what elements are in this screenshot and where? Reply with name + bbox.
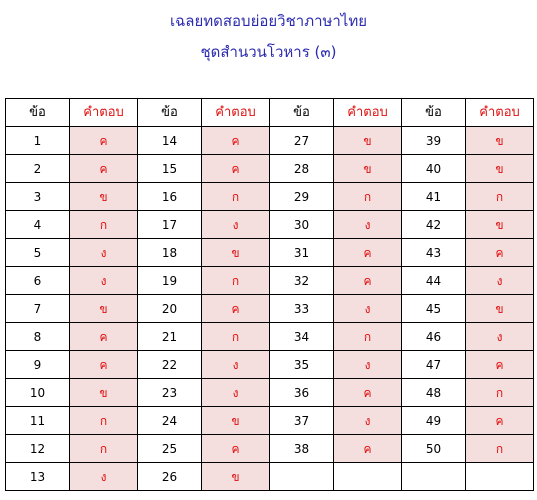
question-number: 3 [6, 183, 70, 211]
table-row [6, 463, 534, 491]
question-number: 34 [270, 323, 334, 351]
question-number: 36 [270, 379, 334, 407]
question-number: 31 [270, 239, 334, 267]
table-row [6, 211, 534, 239]
question-number: 17 [138, 211, 202, 239]
answer-choice: ง [70, 239, 138, 267]
question-number: 45 [402, 295, 466, 323]
question-number: 20 [138, 295, 202, 323]
answer-choice: ค [466, 351, 534, 379]
answer-choice: ก [466, 435, 534, 463]
answer-choice: ค [334, 267, 402, 295]
answer-choice: ก [202, 323, 270, 351]
header-answer: คำตอบ [70, 99, 138, 127]
header-number: ข้อ [138, 99, 202, 127]
table-row [6, 239, 534, 267]
question-number: 39 [402, 127, 466, 155]
table-row [6, 323, 534, 351]
question-number: 4 [6, 211, 70, 239]
answer-choice: ค [334, 239, 402, 267]
question-number: 33 [270, 295, 334, 323]
question-number: 47 [402, 351, 466, 379]
answer-choice: ก [466, 183, 534, 211]
answer-choice: ก [70, 407, 138, 435]
header-answer: คำตอบ [334, 99, 402, 127]
empty-cell [270, 463, 334, 491]
header-number: ข้อ [6, 99, 70, 127]
empty-cell [334, 463, 402, 491]
question-number: 26 [138, 463, 202, 491]
table-row [6, 351, 534, 379]
answer-choice: ก [466, 379, 534, 407]
question-number: 5 [6, 239, 70, 267]
answer-choice: ง [334, 351, 402, 379]
answer-choice: ค [466, 239, 534, 267]
header-number: ข้อ [270, 99, 334, 127]
answer-choice: ข [202, 407, 270, 435]
question-number: 9 [6, 351, 70, 379]
answer-choice: ง [466, 323, 534, 351]
question-number: 25 [138, 435, 202, 463]
answer-choice: ก [334, 323, 402, 351]
answer-choice: ก [70, 211, 138, 239]
table-row [6, 127, 534, 155]
answer-choice: ข [70, 183, 138, 211]
question-number: 16 [138, 183, 202, 211]
answer-choice: ข [334, 127, 402, 155]
answer-choice: ค [334, 379, 402, 407]
answer-choice: ข [70, 295, 138, 323]
answer-choice: ข [202, 239, 270, 267]
question-number: 19 [138, 267, 202, 295]
answer-choice: ค [202, 155, 270, 183]
answer-choice: ก [70, 435, 138, 463]
question-number: 43 [402, 239, 466, 267]
table-row [6, 155, 534, 183]
table-header-row [6, 99, 534, 127]
answer-choice: ข [466, 127, 534, 155]
answer-choice: ข [334, 155, 402, 183]
question-number: 40 [402, 155, 466, 183]
answer-choice: ค [202, 435, 270, 463]
header-number: ข้อ [402, 99, 466, 127]
answer-choice: ค [466, 407, 534, 435]
page-title: เฉลยทดสอบย่อยวิชาภาษาไทย [169, 12, 368, 30]
question-number: 23 [138, 379, 202, 407]
page-subtitle: ชุดสำนวนโวหาร (๓) [200, 43, 337, 61]
answer-choice: ข [466, 155, 534, 183]
answer-choice: ข [466, 211, 534, 239]
answer-choice: ง [334, 407, 402, 435]
answer-table [5, 98, 534, 491]
question-number: 46 [402, 323, 466, 351]
answer-choice: ง [202, 379, 270, 407]
question-number: 8 [6, 323, 70, 351]
question-number: 35 [270, 351, 334, 379]
answer-choice: ข [466, 295, 534, 323]
question-number: 49 [402, 407, 466, 435]
answer-choice: ง [202, 211, 270, 239]
table-row [6, 379, 534, 407]
answer-choice: ง [334, 211, 402, 239]
answer-choice: ข [202, 463, 270, 491]
answer-choice: ง [70, 463, 138, 491]
question-number: 11 [6, 407, 70, 435]
answer-table-body [6, 127, 534, 491]
answer-choice: ก [202, 183, 270, 211]
question-number: 2 [6, 155, 70, 183]
answer-choice: ง [466, 267, 534, 295]
question-number: 44 [402, 267, 466, 295]
answer-choice: ก [202, 267, 270, 295]
table-row [6, 407, 534, 435]
answer-choice: ค [70, 351, 138, 379]
question-number: 18 [138, 239, 202, 267]
table-row [6, 295, 534, 323]
answer-choice: ง [334, 295, 402, 323]
question-number: 24 [138, 407, 202, 435]
question-number: 12 [6, 435, 70, 463]
question-number: 21 [138, 323, 202, 351]
question-number: 14 [138, 127, 202, 155]
empty-cell [402, 463, 466, 491]
question-number: 15 [138, 155, 202, 183]
empty-cell [466, 463, 534, 491]
question-number: 38 [270, 435, 334, 463]
answer-choice: ค [202, 295, 270, 323]
question-number: 28 [270, 155, 334, 183]
question-number: 42 [402, 211, 466, 239]
answer-choice: ค [202, 127, 270, 155]
answer-choice: ค [70, 155, 138, 183]
question-number: 29 [270, 183, 334, 211]
question-number: 50 [402, 435, 466, 463]
answer-choice: ก [334, 183, 402, 211]
answer-choice: ข [70, 379, 138, 407]
question-number: 27 [270, 127, 334, 155]
table-row [6, 435, 534, 463]
header-answer: คำตอบ [202, 99, 270, 127]
question-number: 48 [402, 379, 466, 407]
question-number: 30 [270, 211, 334, 239]
answer-choice: ง [70, 267, 138, 295]
question-number: 10 [6, 379, 70, 407]
table-row [6, 267, 534, 295]
question-number: 7 [6, 295, 70, 323]
question-number: 41 [402, 183, 466, 211]
question-number: 1 [6, 127, 70, 155]
answer-choice: ค [334, 435, 402, 463]
question-number: 13 [6, 463, 70, 491]
question-number: 37 [270, 407, 334, 435]
header-answer: คำตอบ [466, 99, 534, 127]
answer-choice: ง [202, 351, 270, 379]
question-number: 32 [270, 267, 334, 295]
answer-choice: ค [70, 127, 138, 155]
answer-choice: ค [70, 323, 138, 351]
question-number: 6 [6, 267, 70, 295]
question-number: 22 [138, 351, 202, 379]
table-row [6, 183, 534, 211]
